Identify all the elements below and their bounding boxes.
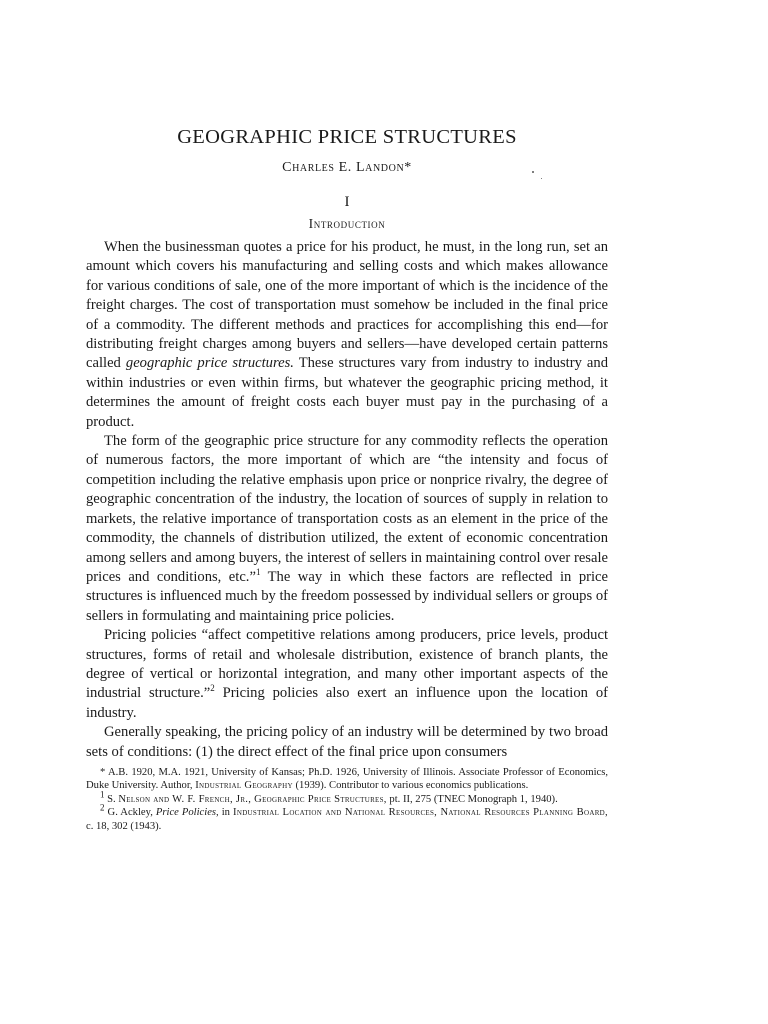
article-author: Charles E. Landon* bbox=[282, 160, 412, 175]
paragraph-3: Pricing policies “affect competitive relations among producers, price levels, product structures, forms of retail and wholesale distribution, existence of branch plants, the degree of vertical or horizontal integration, and many other important aspects of the industrial structure.”$^2$ Pricing policies also exert an influence upon the location of industry. bbox=[86, 627, 608, 721]
footnote-ref-1: 1 bbox=[255, 567, 261, 578]
emphasis-term: geographic price structures. bbox=[125, 355, 294, 372]
scan-speck bbox=[541, 178, 542, 179]
article-page bbox=[86, 122, 608, 833]
footnote-ref-2: 2 bbox=[210, 683, 215, 694]
section-number: I bbox=[344, 194, 350, 210]
footnote-2: $^2$ G. Ackley, Price Policies, in Industrial Location and National Resources, National Resources Planning Board, c. 18, 302 (1943). bbox=[86, 802, 608, 832]
paragraph-1: When the businessman quotes a price for his product, he must, in the long run, set an amount which covers his manufacturing and selling costs and which makes allowance for various conditions of sale, one of the more important of which is the incidence of the freight charges. The cost of transportation must somehow be included in the final price of a commodity. The different methods and practices for accomplishing this end—for distributing freight charges among buyers and sellers—have developed certain patterns called geographic price structures. These structures vary from industry to industry and within industries or even within firms, but whatever the geographic pricing method, it determines the amount of freight costs each buyer must pay in the purchasing of a product. bbox=[86, 239, 608, 430]
article-title: GEOGRAPHIC PRICE STRUCTURES bbox=[177, 126, 517, 148]
scan-speck bbox=[532, 171, 534, 173]
paragraph-4: Generally speaking, the pricing policy of an industry will be determined by two broad sets of conditions: (1) the direct effect of the final price upon consumers bbox=[86, 724, 608, 760]
section-heading: Introduction bbox=[308, 216, 386, 231]
footnote-star: * A.B. 1920, M.A. 1921, University of Kansas; Ph.D. 1926, University of Illinois. Associate Professor of Economics, Duke University. Author, Industrial Geography (1939). Contributor to various economics publications. bbox=[86, 766, 608, 792]
article-body bbox=[86, 238, 608, 762]
paragraph-2: The form of the geographic price structure for any commodity reflects the operation of numerous factors, the more important of which are “the intensity and focus of competition including the relative emphasis upon price or nonprice rivalry, the degree of geographic concentration of the industry, the location of sources of supply in relation to markets, the relative importance of transportation costs as an element in the price of the commodity, the channels of distribution utilized, the extent of economic concentration among sellers and among buyers, the interest of sellers in maintaining control over resale prices and conditions, etc.”$^1$ The way in which these factors are reflected in price structures is influenced much by the freedom possessed by individual sellers or groups of sellers in formulating and maintaining price policies. bbox=[86, 433, 608, 624]
footnote-1: $^1$ S. Nelson and W. F. French, Jr., Geographic Price Structures, pt. II, 275 (TNEC Monograph 1, 1940). bbox=[100, 789, 558, 805]
footnotes bbox=[86, 766, 608, 833]
